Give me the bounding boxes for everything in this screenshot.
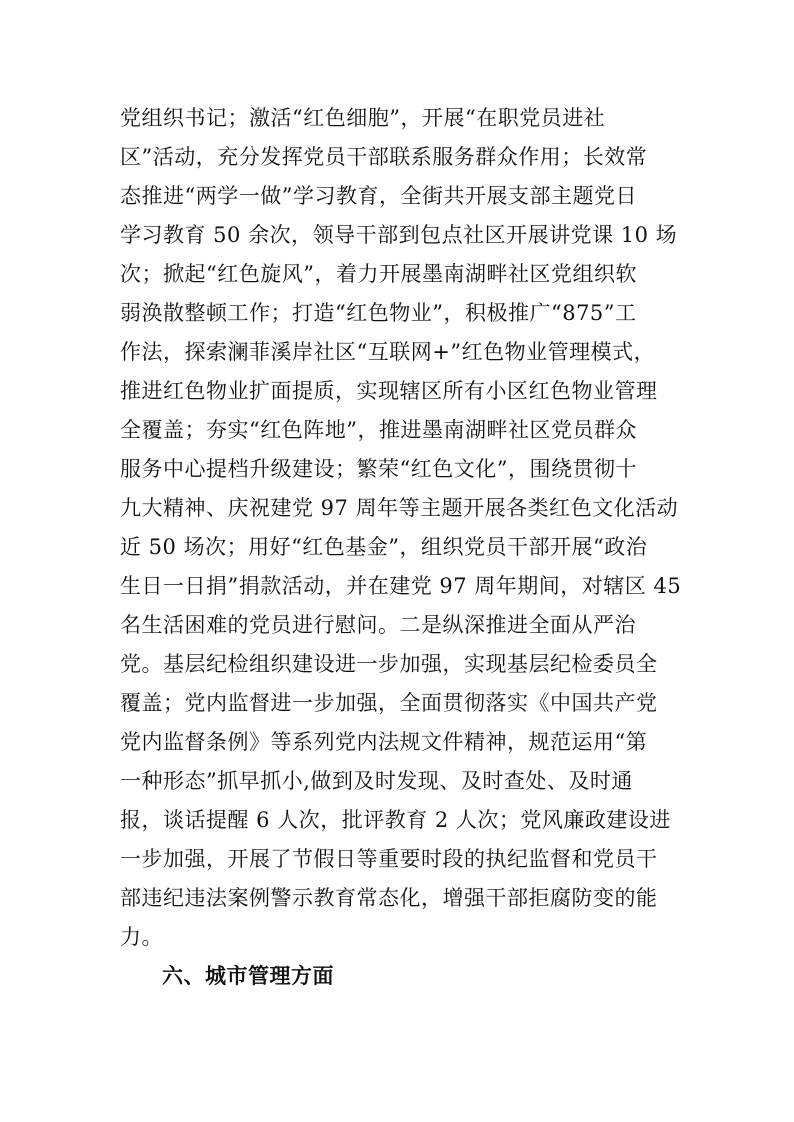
paragraph-line: 九大精神、庆祝建党 97 周年等主题开展各类红色文化活动 [120, 496, 679, 520]
paragraph-line: 弱涣散整顿工作；打造“红色物业”，积极推广“875”工 [120, 301, 637, 325]
paragraph-line: 推进红色物业扩面提质，实现辖区所有小区红色物业管理 [120, 379, 658, 403]
paragraph-line: 次；掀起“红色旋风”，着力开展墨南湖畔社区党组织软 [120, 262, 637, 286]
paragraph-line: 报，谈话提醒 6 人次，批评教育 2 人次；党风廉政建设进 [120, 808, 671, 832]
paragraph-line: 服务中心提档升级建设；繁荣“红色文化”，围绕贯彻十 [120, 457, 637, 481]
paragraph-line: 党组织书记；激活“红色细胞”，开展“在职党员进社 [120, 106, 606, 130]
paragraph-line: 名生活困难的党员进行慰问。二是纵深推进全面从严治 [120, 613, 636, 637]
paragraph-line: 全覆盖；夯实“红色阵地”，推进墨南湖畔社区党员群众 [120, 418, 637, 442]
paragraph-line: 部违纪违法案例警示教育常态化，增强干部拒腐防变的能 [120, 886, 658, 910]
paragraph-line: 覆盖；党内监督进一步加强，全面贯彻落实《中国共产党 [120, 691, 658, 715]
paragraph-line: 力。 [120, 925, 163, 949]
paragraph-line: 学习教育 50 余次，领导干部到包点社区开展讲党课 10 场 [120, 223, 678, 247]
paragraph-line: 生日一日捐”捐款活动，并在建党 97 周年期间，对辖区 45 [120, 574, 682, 598]
paragraph-line: 一步加强，开展了节假日等重要时段的执纪监督和党员干 [120, 847, 658, 871]
section-heading: 六、城市管理方面 [162, 963, 334, 988]
paragraph-line: 党内监督条例》等系列党内法规文件精神，规范运用“第 [120, 730, 648, 754]
paragraph-line: 态推进“两学一做”学习教育，全街共开展支部主题党日 [120, 184, 637, 208]
paragraph-line: 作法，探索澜菲溪岸社区“互联网+”红色物业管理模式， [120, 340, 656, 364]
paragraph-line: 党。基层纪检组织建设进一步加强，实现基层纪检委员全 [120, 652, 658, 676]
paragraph-line: 区”活动，充分发挥党员干部联系服务群众作用；长效常 [120, 145, 648, 169]
paragraph-line: 近 50 场次；用好“红色基金”，组织党员干部开展“政治 [120, 535, 648, 559]
paragraph-line: 一种形态”抓早抓小,做到及时发现、及时查处、及时通 [120, 769, 633, 793]
